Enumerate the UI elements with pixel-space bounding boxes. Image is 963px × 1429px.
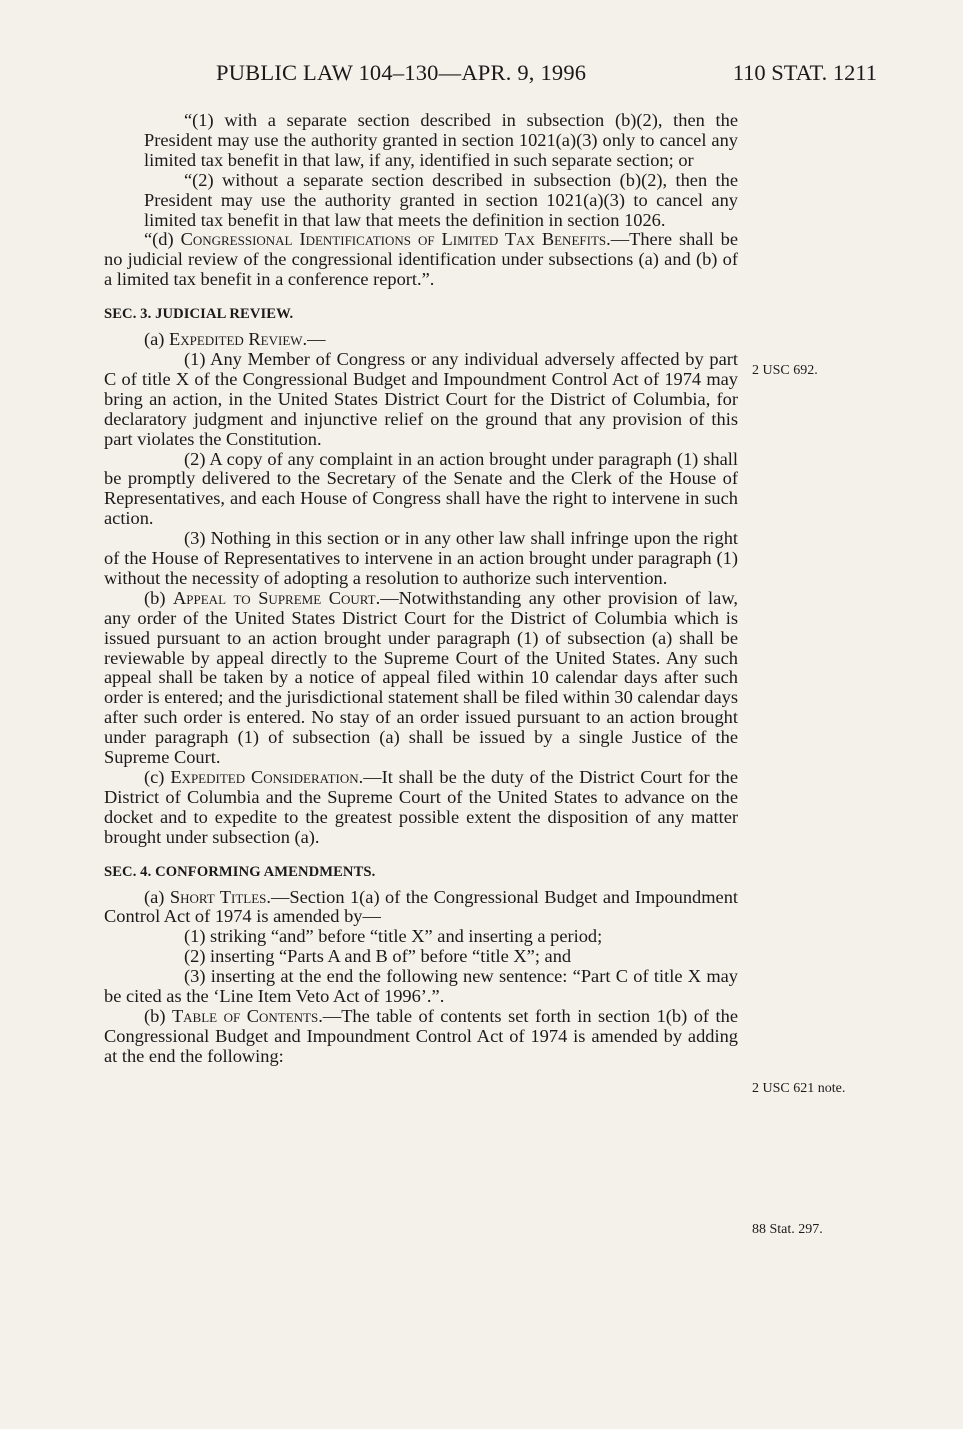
subsection-4a-heading: Short Titles: [169, 886, 267, 907]
subsection-3c-lead: (c): [144, 767, 171, 787]
statute-page-number: 110 STAT. 1211: [732, 60, 877, 85]
section-4-heading: SEC. 4. CONFORMING AMENDMENTS.: [104, 863, 376, 880]
paragraph-c2: “(2) without a separate section described in subsection (b)(2), then the President may use the authority granted in section 1021(a)(3) to cancel any limited tax benefit in that law that meets the definition in section 1026.: [144, 169, 738, 230]
section-3-heading: SEC. 3. JUDICIAL REVIEW.: [104, 306, 294, 323]
subsection-3c-heading: Expedited Consideration: [170, 767, 359, 787]
subsection-4a-text: .—Section 1(a) of the Congressional Budget and Impoundment Control Act of 1974 is amended by—: [104, 886, 738, 927]
subsection-d: [104, 230, 738, 290]
subsection-3a-heading: Expedited Review: [169, 329, 303, 350]
running-header: [216, 60, 877, 86]
subsection-3b-lead: (b): [144, 587, 173, 608]
paragraph-3a3: (3) Nothing in this section or in any other law shall infringe upon the right of the House of Representatives to intervene in an action brought under paragraph (1) without the necessity of adopting a resolution to authorize such intervention.: [104, 528, 738, 588]
subsection-3b: [104, 589, 738, 768]
paragraph-4a2: (2) inserting “Parts A and B of” before “title X”; and: [184, 946, 572, 967]
subsection-d-text: —There shall be no judicial review of the congressional identification under subsections (a) and (b) of a limited tax benefit in a conference report.”.: [104, 229, 738, 290]
subsection-3b-heading: Appeal to Supreme Court: [173, 587, 376, 608]
document-body: [104, 111, 738, 1067]
law-citation: PUBLIC LAW 104–130—APR. 9, 1996: [216, 60, 587, 85]
subsection-3a-text: .—: [302, 329, 326, 350]
subsection-3c-text: .—It shall be the duty of the District Court for the District of Columbia and the Supreme Court of the United States to advance on the docket and to expedite to the greatest possible extent the disposition of any matter brought under subsection (a).: [104, 767, 738, 847]
subsection-4a-lead: (a): [144, 886, 170, 907]
subsection-3c: [104, 768, 738, 848]
subsection-4b-text: .—The table of contents set forth in section 1(b) of the Congressional Budget and Impoundment Control Act of 1974 is amended by adding at the end the following:: [104, 1005, 739, 1066]
paragraph-4a1: (1) striking “and” before “title X” and inserting a period;: [184, 926, 603, 947]
paragraph-3a2: (2) A copy of any complaint in an action brought under paragraph (1) shall be promptly delivered to the Secretary of the Senate and the Clerk of the House of Representatives, and each House of Congress shall have the right to intervene in such action.: [104, 448, 738, 529]
paragraph-c1: “(1) with a separate section described in subsection (b)(2), then the President may use the authority granted in section 1021(a)(3) only to cancel any limited tax benefit in that law, if any, identified in such separate section; or: [144, 110, 738, 170]
margin-note-2-usc-621: 2 USC 621 note.: [752, 1081, 846, 1096]
subsection-4b-lead: (b): [144, 1005, 172, 1026]
subsection-3a-lead: (a): [144, 329, 170, 350]
subsection-3a: [104, 330, 738, 350]
subsection-4b: [104, 1007, 738, 1067]
paragraph-3a1: (1) Any Member of Congress or any individual adversely affected by part C of title X of the Congressional Budget and Impoundment Control Act of 1974 may bring an action, in the United States District Court for the District of Columbia, for declaratory judgment and injunctive relief on the ground that any provision of this part violates the Constitution.: [104, 348, 738, 449]
margin-note-88-stat-297: 88 Stat. 297.: [752, 1222, 823, 1237]
subsection-3b-text: .—Notwithstanding any other provision of law, any order of the United States District Court for the District of Columbia which is issued pursuant to an action brought under paragraph (1) of subsection (a) shall be reviewable by appeal directly to the Supreme Court of the United States. Any such appeal shall be taken by a notice of appeal filed within 10 calendar days after such order is entered; and the jurisdictional statement shall be filed within 30 calendar days after such order is entered. No stay of an order issued pursuant to an action brought under paragraph (1) of subsection (a) shall be issued by a single Justice of the Supreme Court.: [104, 587, 739, 768]
paragraph-4a3: (3) inserting at the end the following new sentence: “Part C of title X may be cited as the ‘Line Item Veto Act of 1996’.”.: [104, 966, 738, 1007]
subsection-4b-heading: Table of Contents: [171, 1005, 319, 1026]
subsection-d-heading: Congressional Identifications of Limited Tax Benefits.: [180, 229, 611, 250]
subsection-4a: [104, 888, 738, 928]
subsection-d-lead: “(d): [144, 229, 181, 250]
margin-note-2-usc-692: 2 USC 692.: [752, 363, 818, 378]
